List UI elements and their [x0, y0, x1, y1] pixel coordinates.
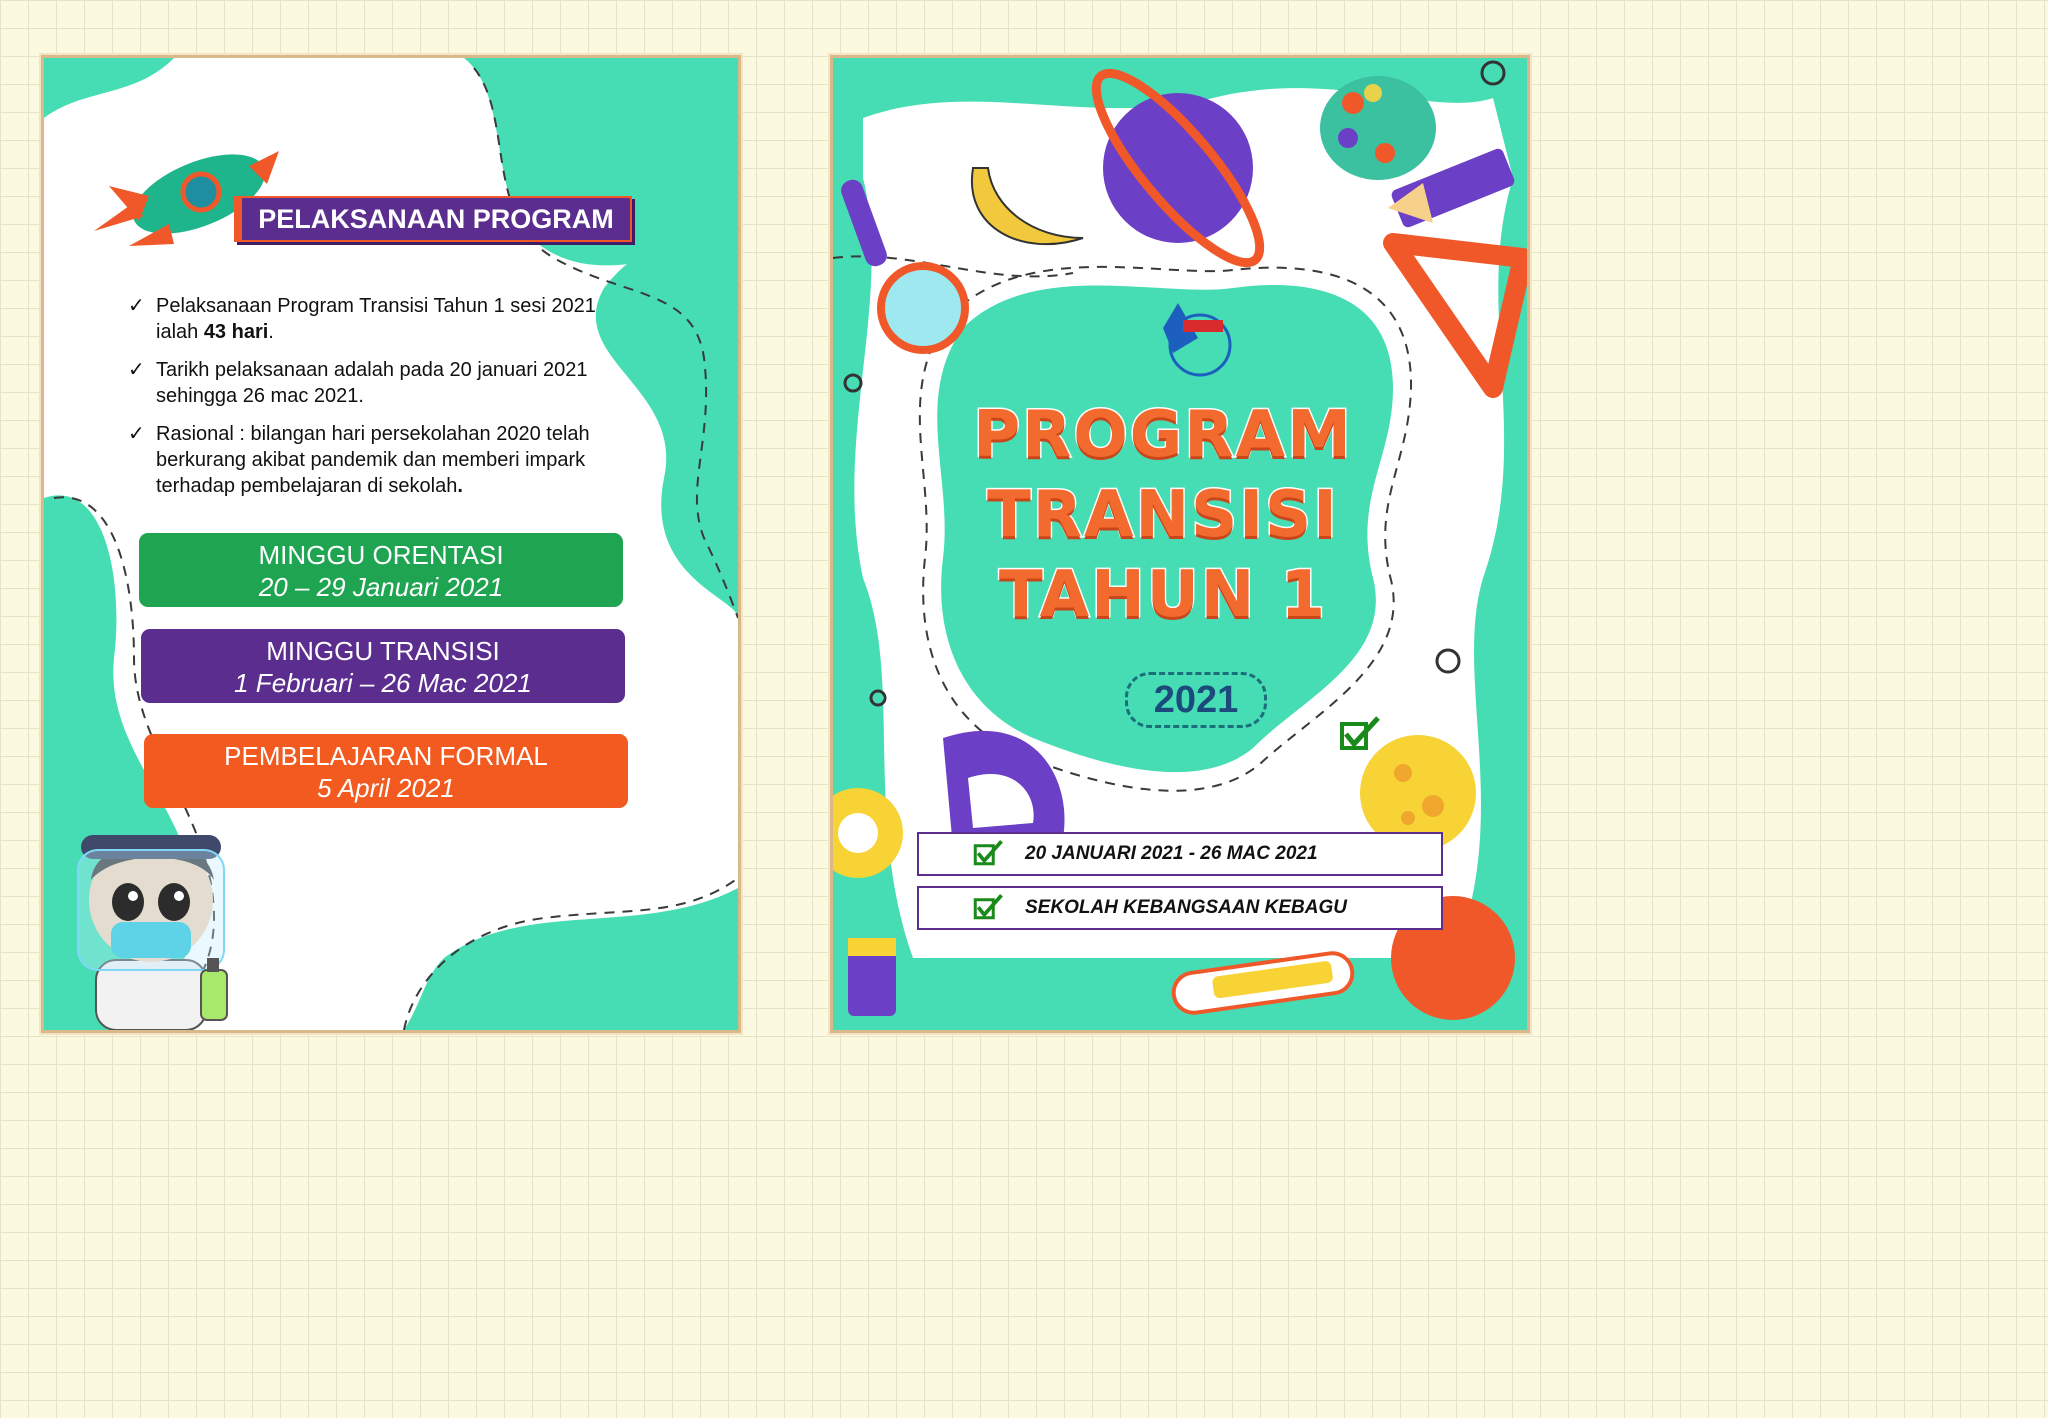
bullet-text-end: . — [268, 321, 274, 343]
box-date: 20 – 29 Januari 2021 — [258, 572, 504, 602]
check-mark-icon: ✓ — [128, 295, 145, 317]
box-date: 5 April 2021 — [317, 773, 455, 803]
bullet-bold: . — [457, 475, 463, 497]
glue-stick-illustration — [848, 938, 896, 1016]
palette-illustration — [1320, 76, 1436, 180]
section-header — [234, 196, 632, 242]
check-box-icon — [973, 839, 1003, 869]
formal-learning-box — [144, 734, 628, 808]
title-line-3: TAHUN 1 — [998, 558, 1328, 632]
year-badge — [1125, 672, 1267, 728]
bullet-text: Pelaksanaan Program Transisi Tahun 1 sesi 2021 ialah — [156, 295, 596, 343]
box-title: MINGGU TRANSISI — [266, 636, 500, 666]
boy-mascot-illustration — [56, 810, 246, 1030]
school-name-box — [917, 886, 1443, 930]
box-title: PEMBELAJARAN FORMAL — [224, 741, 548, 771]
check-box-icon — [1338, 714, 1382, 758]
box-date: 1 Februari – 26 Mac 2021 — [234, 668, 532, 698]
bullet-list — [128, 293, 628, 511]
transition-week-box — [141, 629, 625, 703]
list-item — [128, 421, 628, 499]
list-item — [128, 357, 628, 409]
bullet-text: Rasional : bilangan hari persekolahan 2020 telah berkurang akibat pandemik dan memberi impark terhadap pembelajaran di sekolah — [156, 423, 590, 497]
check-mark-icon: ✓ — [128, 423, 145, 445]
right-page — [830, 55, 1530, 1033]
school-name-text: SEKOLAH KEBANGSAAN KEBAGU — [1025, 897, 1347, 918]
program-dates-text: 20 JANUARI 2021 - 26 MAC 2021 — [1025, 843, 1318, 864]
title-line-2: TRANSISI — [987, 478, 1339, 552]
section-header-label: PELAKSANAAN PROGRAM — [258, 203, 614, 234]
orientation-week-box — [139, 533, 623, 607]
mint-blob-bottom-right — [404, 888, 738, 1030]
check-box-icon — [973, 893, 1003, 923]
program-dates-box — [917, 832, 1443, 876]
bullet-bold: 43 hari — [203, 321, 269, 343]
check-mark-icon: ✓ — [128, 359, 145, 381]
left-page — [41, 55, 741, 1033]
year-label: 2021 — [1153, 678, 1239, 721]
mint-blob-top-left — [44, 58, 174, 118]
box-title: MINGGU ORENTASI — [258, 540, 504, 570]
bullet-text: Tarikh pelaksanaan adalah pada 20 januari 2021 sehingga 26 mac 2021. — [156, 359, 588, 407]
list-item — [128, 293, 628, 345]
title-line-1: PROGRAM — [973, 398, 1353, 472]
